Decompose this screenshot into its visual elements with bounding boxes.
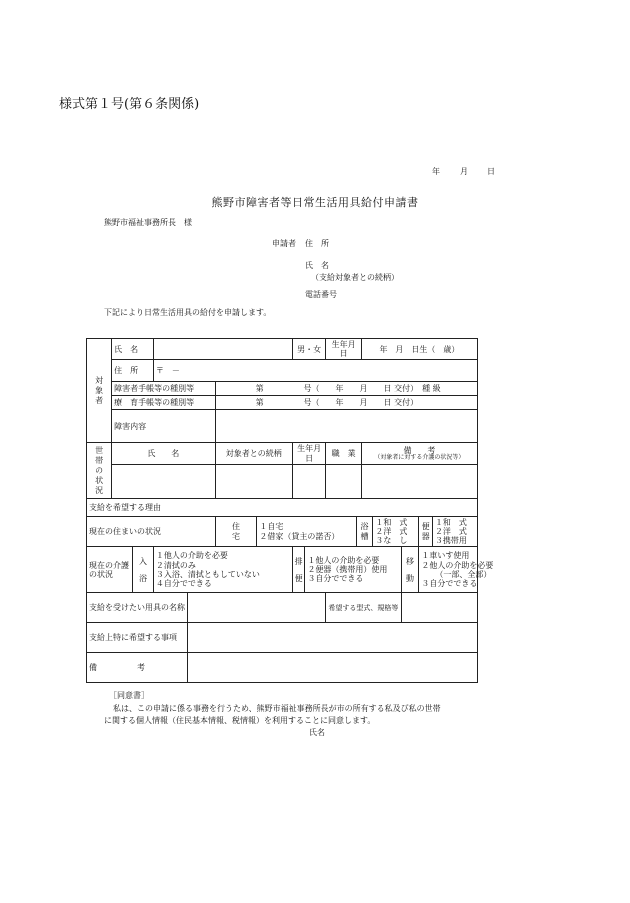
consent-heading: ［同意書］	[109, 691, 149, 700]
household-birth-field[interactable]	[292, 464, 325, 498]
excretion-label-1: 排	[294, 556, 303, 566]
model-label: 希望する型式、規格等	[326, 593, 401, 623]
disability-content-label: 障害内容	[112, 410, 215, 443]
moving-option-2[interactable]: ２他人の介助を必要	[421, 560, 494, 570]
other-wish-label: 支給上特に希望する事項	[87, 623, 188, 653]
bath-label-1: 浴	[360, 522, 369, 532]
moving-option-1[interactable]: １車いす使用	[421, 551, 470, 561]
other-wish-field[interactable]	[188, 623, 478, 653]
bathing-option-4[interactable]: ４自分でできる	[155, 579, 212, 588]
household-job-header: 職 業	[326, 443, 362, 464]
reason-field[interactable]	[87, 498, 478, 516]
subject-address-field[interactable]: 〒 －	[153, 360, 477, 382]
bath-label-cell	[356, 516, 373, 547]
subject-name-field[interactable]	[153, 339, 292, 360]
moving-options[interactable]	[419, 547, 494, 593]
applicant-address-label: 住 所	[305, 239, 329, 248]
consent-line-1: 私は、この申請に係る事務を行うため、熊野市福祉事務所長が市の所有する私及び私の世帯	[113, 704, 441, 713]
reason-label: 支給を希望する理由	[89, 502, 161, 512]
bath-option-2[interactable]: ２洋 式	[375, 526, 408, 536]
household-remarks-header	[361, 443, 477, 464]
excretion-option-3[interactable]: ３自分でできる	[307, 574, 364, 584]
house-options[interactable]	[257, 516, 356, 547]
household-job-field[interactable]	[326, 464, 362, 498]
household-remarks-field[interactable]	[361, 464, 477, 498]
consent-name-label: 氏名	[309, 728, 325, 737]
bathing-option-3[interactable]: ３入浴、清拭ともしていない	[155, 569, 260, 579]
moving-label-2: 動	[405, 573, 414, 583]
house-label-1: 住	[231, 522, 240, 532]
moving-label-1: 移	[405, 556, 414, 566]
toilet-label-cell	[419, 516, 433, 547]
disability-book-label: 障害者手帳等の種別等	[112, 382, 215, 396]
bath-options[interactable]	[373, 516, 419, 547]
date-year-label: 年	[432, 167, 440, 176]
application-table	[86, 338, 494, 683]
model-field[interactable]	[401, 593, 477, 623]
household-birth-header: 生年月日	[292, 443, 325, 464]
household-remarks-title: 備 考	[403, 445, 436, 455]
equipment-field[interactable]	[188, 593, 326, 623]
bath-option-1[interactable]: １和 式	[375, 517, 408, 527]
bath-label-2: 槽	[360, 531, 369, 541]
toilet-label-1: 便	[421, 522, 430, 532]
residence-label: 現在の住まいの状況	[87, 516, 216, 547]
bathing-options[interactable]	[153, 547, 292, 593]
moving-option-3[interactable]: ３自分でできる	[421, 579, 478, 588]
addressee: 熊野市福祉事務所長 様	[104, 218, 192, 227]
moving-option-2b: （一部、全部）	[435, 569, 492, 579]
care-label: 現在の介護の状況	[87, 547, 133, 593]
excretion-options[interactable]	[305, 547, 401, 593]
form-number: 様式第１号(第６条関係)	[59, 97, 200, 112]
birth-label: 生年月日	[326, 339, 362, 360]
rehab-book-field[interactable]: 第 号（ 年 月 日 交付）	[215, 396, 477, 410]
equipment-label: 支給を受けたい用具の名称	[87, 593, 188, 623]
remarks-label: 備 考	[87, 653, 188, 683]
bathing-label-1: 入	[138, 556, 147, 566]
household-name-field[interactable]	[112, 464, 215, 498]
bathing-label-2: 浴	[138, 573, 147, 583]
subject-header: 対象者	[87, 339, 112, 443]
date-day-label: 日	[487, 167, 495, 176]
rehab-book-label: 療 育手帳等の種別等	[112, 396, 215, 410]
household-relation-header: 対象者との続柄	[215, 443, 292, 464]
house-option-1[interactable]: １自宅	[259, 522, 284, 532]
phone-label: 電話番号	[305, 290, 337, 299]
remarks-field[interactable]	[188, 653, 478, 683]
excretion-label-2: 便	[294, 573, 303, 583]
household-name-header: 氏 名	[112, 443, 215, 464]
toilet-options[interactable]	[432, 516, 477, 547]
subject-address-label: 住 所	[112, 360, 154, 382]
moving-label-cell	[401, 547, 419, 593]
bathing-option-1[interactable]: １他人の介助を必要	[155, 551, 228, 561]
toilet-option-2[interactable]: ２洋 式	[434, 526, 467, 536]
bathing-label-cell	[132, 547, 153, 593]
disability-content-field[interactable]	[215, 410, 477, 443]
intro-text: 下記により日常生活用具の給付を申請します。	[104, 308, 272, 317]
house-option-2[interactable]: ２借家（貸主の諾否）	[259, 531, 340, 541]
applicant-label: 申請者	[272, 239, 296, 248]
excretion-option-2[interactable]: ２便器（携帯用）使用	[307, 565, 388, 575]
sex-selector[interactable]: 男・女	[292, 339, 325, 360]
house-label-cell	[215, 516, 257, 547]
excretion-label-cell	[292, 547, 305, 593]
toilet-option-3[interactable]: ３携帯用	[434, 536, 467, 546]
household-header: 世帯の状況	[87, 443, 112, 498]
disability-book-field[interactable]: 第 号（ 年 月 日 交付） 種 級	[215, 382, 477, 396]
subject-name-label: 氏 名	[112, 339, 154, 360]
house-label-2: 宅	[231, 531, 240, 541]
applicant-name-label: 氏 名	[305, 261, 329, 270]
form-title: 熊野市障害者等日常生活用具給付申請書	[211, 196, 419, 209]
consent-line-2: に関する個人情報（住民基本情報、税情報）を利用することに同意します。	[104, 716, 376, 725]
toilet-option-1[interactable]: １和 式	[434, 517, 467, 527]
relationship-note: （支給対象者との続柄）	[311, 273, 399, 282]
excretion-option-1[interactable]: １他人の介助を必要	[307, 556, 380, 566]
bathing-option-2[interactable]: ２清拭のみ	[155, 560, 196, 570]
date-month-label: 月	[460, 167, 468, 176]
bath-option-3[interactable]: ３な し	[375, 536, 408, 546]
toilet-label-2: 器	[421, 531, 430, 541]
birth-field[interactable]: 年 月 日生（ 歳）	[361, 339, 477, 360]
household-relation-field[interactable]	[215, 464, 292, 498]
household-remarks-note: （対象者に対する介護の状況等）	[374, 453, 465, 461]
